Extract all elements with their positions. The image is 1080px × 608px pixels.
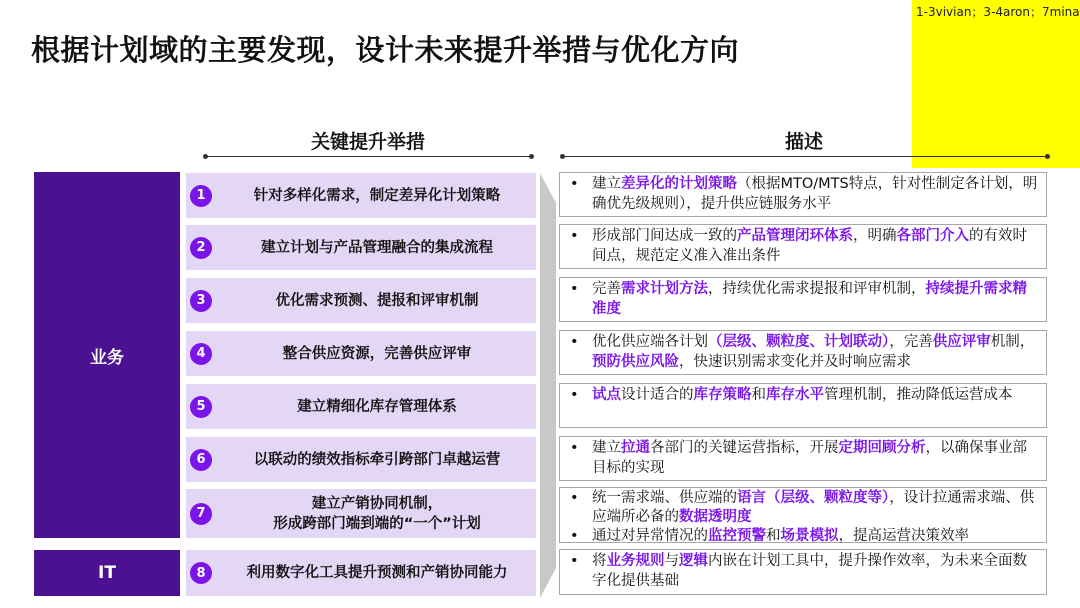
desc-highlight: 需求计划方法: [621, 281, 708, 297]
measures-header-divider: [205, 156, 532, 157]
desc-text: 内嵌在计划工具中，提升操作效率，为未来全面数字化提供基础: [592, 553, 1027, 589]
bullet: •: [570, 553, 579, 569]
description-box-5: [559, 383, 1047, 428]
desc-text: 管理机制，推动降低运营成本: [824, 387, 1013, 403]
measure-text: 利用数字化工具提升预测和产销协同能力: [246, 565, 508, 581]
bullet: •: [570, 528, 579, 544]
category-label: 业务: [90, 347, 124, 368]
number-badge: 7: [190, 503, 212, 525]
category-label: IT: [98, 563, 116, 583]
number-badge: 8: [190, 562, 212, 584]
desc-text: 通过对异常情况的: [592, 528, 708, 544]
description-box-7: [559, 487, 1047, 543]
desc-highlight: 差异化的计划策略: [621, 176, 737, 192]
category-it: [34, 550, 180, 596]
number-badge: 4: [190, 343, 212, 365]
measure-row-5: [186, 384, 536, 429]
desc-text: 的有效时间点，规范定义准入准出条件: [592, 228, 1027, 264]
desc-text: ，快速识别需求变化并及时响应需求: [679, 354, 911, 370]
desc-text: 机制，: [990, 334, 1035, 350]
measure-text: 建立精细化库存管理体系: [297, 398, 457, 415]
desc-highlight: 监控预警: [708, 528, 766, 544]
desc-highlight: 库存水平: [766, 387, 824, 403]
description-box-3: [559, 277, 1047, 322]
measure-row-7: [186, 489, 536, 538]
measure-row-6: [186, 437, 536, 482]
description-box-1: [559, 172, 1047, 217]
measure-row-3: [186, 278, 536, 323]
desc-highlight: 拉通: [621, 440, 650, 456]
desc-highlight: 定期回顾分析: [838, 440, 926, 456]
category-business: [34, 172, 180, 538]
desc-text: 完善: [592, 281, 621, 297]
bullet: •: [570, 440, 579, 456]
description-box-8: [559, 549, 1047, 595]
measures-column-header: 关键提升举措: [310, 131, 425, 153]
number-badge: 2: [190, 237, 212, 259]
desc-text: 统一需求端、供应端的: [592, 490, 737, 506]
measure-text: 整合供应资源，完善供应评审: [282, 345, 472, 362]
measure-text-line: 建立产销协同机制，: [311, 495, 443, 512]
desc-text: 设计适合的: [621, 387, 694, 403]
desc-highlight: 业务规则: [606, 553, 665, 569]
desc-highlight: 数据透明度: [679, 509, 752, 525]
description-box-2: [559, 224, 1047, 269]
desc-highlight: 各部门介入: [896, 228, 969, 244]
desc-highlight: 产品管理闭环体系: [737, 228, 853, 244]
measure-text: 优化需求预测、提报和评审机制: [275, 292, 479, 309]
bullet: •: [570, 176, 579, 192]
measure-row-8: [186, 550, 536, 596]
desc-highlight: 场景模拟: [780, 528, 839, 544]
measure-text: 建立计划与产品管理融合的集成流程: [261, 239, 493, 256]
number-badge: 3: [190, 290, 212, 312]
measure-row-4: [186, 331, 536, 376]
desc-text: 各部门的关键运营指标，开展: [650, 440, 839, 456]
description-box-4: [559, 330, 1047, 375]
number-badge: 1: [190, 185, 212, 207]
desc-text: 优化供应端各计划: [592, 334, 708, 350]
desc-text: ，设计拉通需求端、供应端所必备的: [592, 490, 1035, 525]
bullet: •: [570, 228, 579, 244]
desc-highlight: （层级、颗粒度、计划联动）: [708, 334, 890, 350]
desc-text: ，明确: [853, 228, 897, 244]
desc-text: 与: [664, 553, 679, 569]
desc-text: 建立: [592, 440, 621, 456]
desc-highlight: 试点: [592, 387, 621, 403]
desc-text: ，完善: [889, 334, 933, 350]
measure-row-2: [186, 225, 536, 270]
desc-text: 形成部门间达成一致的: [592, 228, 737, 244]
desc-text: 将: [592, 553, 607, 569]
bullet: •: [570, 334, 579, 350]
description-header-divider: [562, 156, 1048, 157]
desc-text: 和: [766, 528, 781, 544]
desc-text: 建立: [592, 176, 621, 192]
desc-highlight: 预防供应风险: [592, 354, 679, 370]
page-title: 根据计划域的主要发现，设计未来提升举措与优化方向: [31, 33, 740, 67]
desc-highlight: 语言（层级、颗粒度等）: [737, 490, 890, 506]
bullet: •: [570, 281, 579, 297]
sticky-note: 1-3vivian；3-4aron；7mina: [912, 0, 1080, 168]
measure-text: [186, 494, 536, 534]
number-badge: 5: [190, 396, 212, 418]
description-column-header: 描述: [784, 131, 823, 153]
bullet: •: [570, 387, 579, 403]
description-box-6: [559, 436, 1047, 481]
desc-text: 和: [751, 387, 766, 403]
desc-highlight: 库存策略: [693, 387, 752, 403]
number-badge: 6: [190, 449, 212, 471]
measure-text: 以联动的绩效指标牵引跨部门卓越运营: [253, 451, 501, 468]
desc-text: ，提高运营决策效率: [838, 528, 969, 544]
desc-text: （根据MTO/MTS特点，针对性制定各计划，明确优先级规则），提升供应链服务水平: [592, 176, 1038, 212]
measure-text: 针对多样化需求，制定差异化计划策略: [253, 187, 501, 204]
desc-highlight: 供应评审: [932, 334, 991, 350]
desc-text: ，持续优化需求提报和评审机制，: [708, 281, 926, 297]
measure-text-line: 形成跨部门端到端的“一个”计划: [273, 515, 481, 532]
right-chevron-arrow: [540, 173, 556, 598]
measure-row-1: [186, 173, 536, 218]
desc-text: ，以确保事业部目标的实现: [592, 440, 1027, 476]
desc-highlight: 持续提升需求精准度: [592, 281, 1027, 317]
bullet: •: [570, 490, 579, 506]
desc-highlight: 逻辑: [679, 553, 708, 569]
